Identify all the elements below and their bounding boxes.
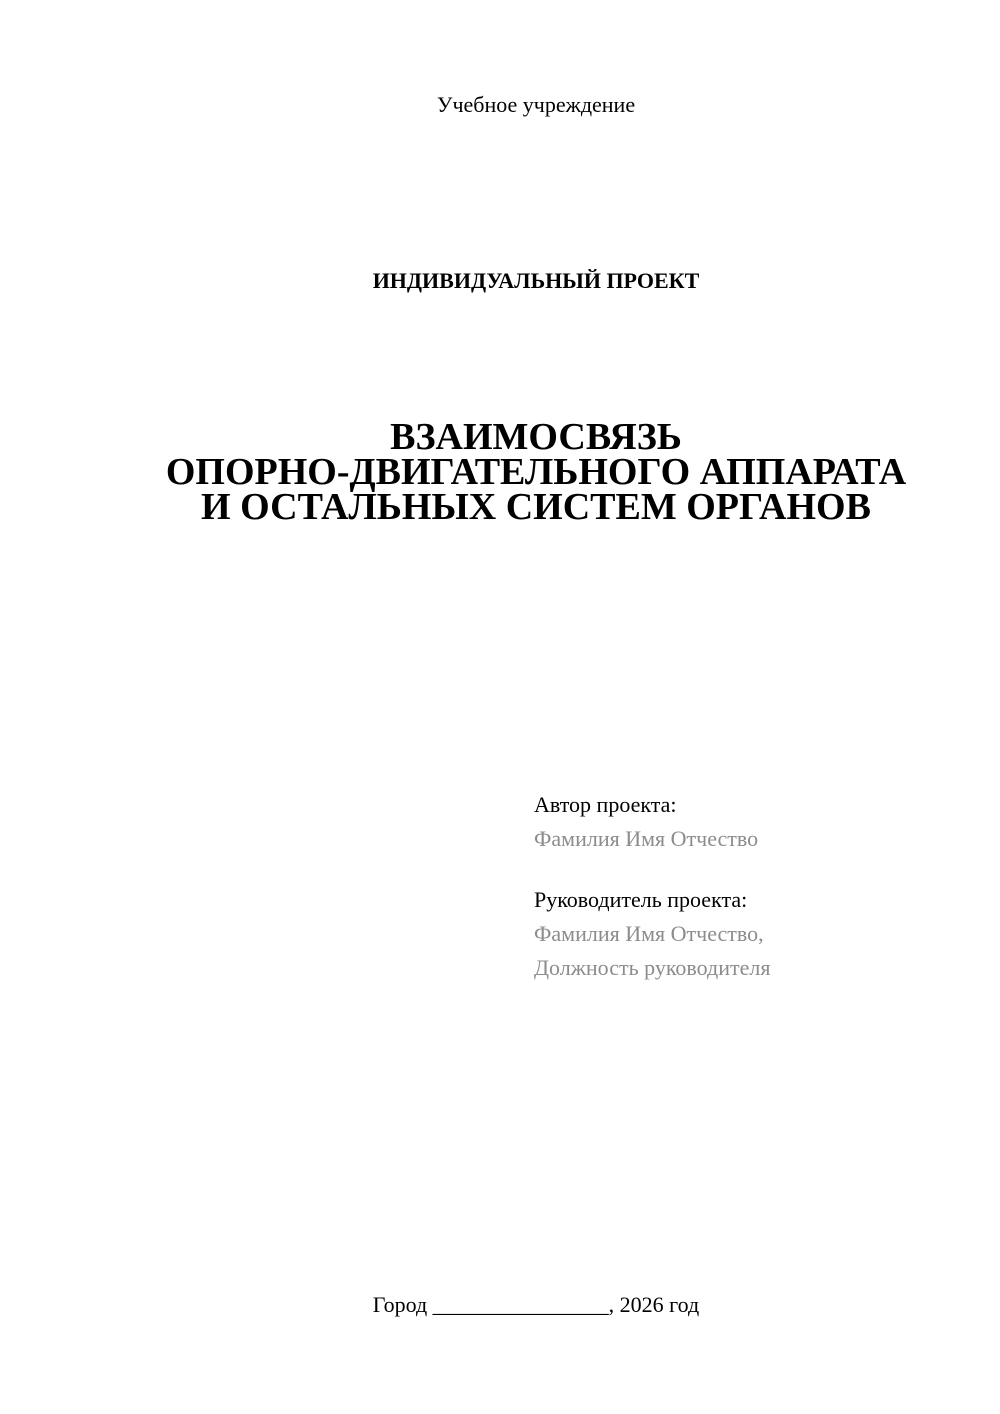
project-title (0, 416, 1000, 528)
info-spacer (534, 856, 770, 883)
supervisor-name: Фамилия Имя Отчество, (534, 921, 764, 946)
supervisor-label: Руководитель проекта: (534, 887, 748, 912)
title-line-3: И ОСТАЛЬНЫХ СИСТЕМ ОРГАНОВ (201, 486, 871, 528)
title-line-1: ВЗАИМОСВЯЗЬ (390, 416, 682, 458)
city-year-line: Город ________________, 2026 год (372, 1292, 700, 1317)
supervisor-position: Должность руководителя (534, 955, 771, 980)
document-type: ИНДИВИДУАЛЬНЫЙ ПРОЕКТ (372, 268, 700, 293)
author-name: Фамилия Имя Отчество (534, 826, 759, 851)
project-info-block (534, 788, 770, 985)
institution-name: Учебное учреждение (436, 92, 636, 117)
author-label: Автор проекта: (534, 792, 677, 817)
title-line-2: ОПОРНО-ДВИГАТЕЛЬНОГО АППАРАТА (165, 451, 907, 493)
